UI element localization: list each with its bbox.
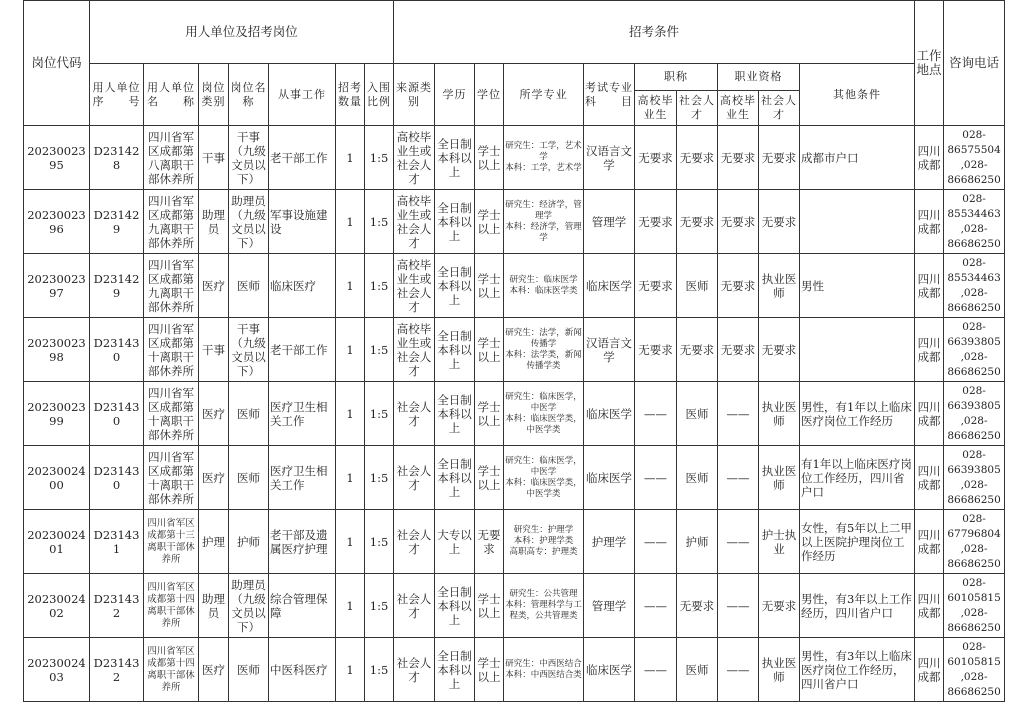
header-location: 工作地点 — [915, 1, 944, 126]
header-count: 招考数量 — [336, 64, 365, 126]
cell-post-name: 医师 — [229, 446, 269, 510]
cell-ratio: 1:5 — [365, 574, 394, 638]
cell-phone: 028- 66393805 ,028- 86686250 — [944, 446, 1005, 510]
cell-exam: 临床医学 — [584, 382, 635, 446]
cell-source: 高校毕业生或社会人才 — [394, 126, 435, 190]
cell-qual-grad: 无要求 — [718, 190, 759, 254]
cell-other: 男性，有1年以上临床医疗岗位工作经历 — [800, 382, 915, 446]
header-work: 从事工作 — [269, 64, 336, 126]
cell-work: 医疗卫生相关工作 — [269, 382, 336, 446]
header-exam: 考试专业科 目 — [584, 64, 635, 126]
cell-count: 1 — [336, 382, 365, 446]
cell-source: 社会人才 — [394, 446, 435, 510]
cell-count: 1 — [336, 638, 365, 702]
cell-phone: 028- 60105815 ,028- 86686250 — [944, 638, 1005, 702]
cell-qual-grad: 无要求 — [718, 126, 759, 190]
cell-location: 四川成都 — [915, 190, 944, 254]
cell-post-name: 助理员（九级文员以下） — [229, 190, 269, 254]
cell-exam: 护理学 — [584, 510, 635, 574]
cell-ratio: 1:5 — [365, 446, 394, 510]
cell-title-social: 无要求 — [677, 126, 718, 190]
cell-post-name: 医师 — [229, 638, 269, 702]
cell-post-type: 干事 — [199, 126, 229, 190]
cell-location: 四川成都 — [915, 446, 944, 510]
cell-work: 综合管理保障 — [269, 574, 336, 638]
header-title: 职称 — [635, 64, 718, 91]
cell-source: 社会人才 — [394, 382, 435, 446]
cell-location: 四川成都 — [915, 638, 944, 702]
table-row — [24, 126, 1005, 190]
header-qual-social: 社会人才 — [759, 91, 800, 126]
cell-exam: 管理学 — [584, 574, 635, 638]
header-title-grad: 高校毕业生 — [635, 91, 677, 126]
header-major: 所学专业 — [504, 64, 584, 126]
cell-major: 研究生：工学，艺术学 本科：工学，艺术学 — [504, 126, 584, 190]
cell-major: 研究生：临床医学 本科：临床医学类 — [504, 254, 584, 318]
cell-qual-social: 无要求 — [759, 318, 800, 382]
cell-code: 2023002398 — [24, 318, 90, 382]
header-degree: 学位 — [475, 64, 504, 126]
cell-code: 2023002395 — [24, 126, 90, 190]
cell-phone: 028- 66393805 ,028- 86686250 — [944, 318, 1005, 382]
cell-count: 1 — [336, 574, 365, 638]
cell-post-type: 医疗 — [199, 382, 229, 446]
cell-ratio: 1:5 — [365, 510, 394, 574]
cell-phone: 028- 85534463 ,028- 86686250 — [944, 190, 1005, 254]
cell-major: 研究生：公共管理 本科：管理科学与工程类，公共管理类 — [504, 574, 584, 638]
cell-post-name: 医师 — [229, 254, 269, 318]
cell-degree: 学士以上 — [475, 190, 504, 254]
header-qual: 职业资格 — [718, 64, 800, 91]
cell-post-type: 医疗 — [199, 446, 229, 510]
header-ratio: 入围比例 — [365, 64, 394, 126]
table-row — [24, 446, 1005, 510]
cell-source: 高校毕业生或社会人才 — [394, 190, 435, 254]
cell-unit-name: 四川省军区成都第十离职干部休养所 — [144, 382, 199, 446]
cell-work: 临床医疗 — [269, 254, 336, 318]
cell-unit-no: D231429 — [90, 254, 144, 318]
cell-title-grad: —— — [635, 510, 677, 574]
cell-title-grad: 无要求 — [635, 254, 677, 318]
cell-source: 高校毕业生或社会人才 — [394, 254, 435, 318]
cell-other — [800, 318, 915, 382]
cell-major: 研究生：临床医学，中医学 本科：临床医学类，中医学类 — [504, 382, 584, 446]
table-row — [24, 638, 1005, 702]
header-post-name: 岗位名称 — [229, 64, 269, 126]
header-qual-grad: 高校毕业生 — [718, 91, 759, 126]
cell-title-social: 护师 — [677, 510, 718, 574]
cell-degree: 学士以上 — [475, 446, 504, 510]
cell-qual-social: 执业医师 — [759, 446, 800, 510]
cell-work: 中医科医疗 — [269, 638, 336, 702]
cell-edu: 全日制本科以上 — [435, 126, 475, 190]
cell-location: 四川成都 — [915, 254, 944, 318]
cell-major: 研究生：经济学，管理学 本科：经济学，管理学 — [504, 190, 584, 254]
cell-post-type: 干事 — [199, 318, 229, 382]
cell-ratio: 1:5 — [365, 382, 394, 446]
cell-other: 男性，有3年以上临床医疗岗位工作经历，四川省户口 — [800, 638, 915, 702]
cell-exam: 临床医学 — [584, 638, 635, 702]
header-condition-group: 招考条件 — [394, 1, 915, 64]
cell-code: 2023002400 — [24, 446, 90, 510]
cell-unit-no: D231428 — [90, 126, 144, 190]
cell-title-grad: —— — [635, 446, 677, 510]
cell-edu: 大专以上 — [435, 510, 475, 574]
cell-qual-grad: 无要求 — [718, 318, 759, 382]
cell-qual-grad: 无要求 — [718, 254, 759, 318]
cell-phone: 028- 67796804 ,028- 86686250 — [944, 510, 1005, 574]
header-unit-name: 用人单位名 称 — [144, 64, 199, 126]
cell-post-name: 医师 — [229, 382, 269, 446]
header-title-social: 社会人才 — [677, 91, 718, 126]
cell-qual-social: 无要求 — [759, 574, 800, 638]
cell-ratio: 1:5 — [365, 638, 394, 702]
cell-unit-no: D231430 — [90, 382, 144, 446]
cell-unit-no: D231432 — [90, 574, 144, 638]
cell-work: 医疗卫生相关工作 — [269, 446, 336, 510]
cell-code: 2023002397 — [24, 254, 90, 318]
cell-phone: 028- 85534463 ,028- 86686250 — [944, 254, 1005, 318]
cell-edu: 全日制本科以上 — [435, 382, 475, 446]
cell-post-type: 助理员 — [199, 190, 229, 254]
cell-other — [800, 190, 915, 254]
cell-degree: 学士以上 — [475, 126, 504, 190]
cell-source: 社会人才 — [394, 638, 435, 702]
cell-unit-name: 四川省军区成都第十四离职干部休养所 — [144, 638, 199, 702]
cell-qual-grad: —— — [718, 446, 759, 510]
cell-phone: 028- 66393805 ,028- 86686250 — [944, 382, 1005, 446]
cell-ratio: 1:5 — [365, 318, 394, 382]
cell-work: 军事设施建设 — [269, 190, 336, 254]
cell-count: 1 — [336, 126, 365, 190]
cell-other: 男性，有3年以上工作经历，四川省户口 — [800, 574, 915, 638]
cell-title-grad: 无要求 — [635, 318, 677, 382]
cell-qual-social: 执业医师 — [759, 638, 800, 702]
cell-degree: 学士以上 — [475, 638, 504, 702]
header-unit-no: 用人单位序 号 — [90, 64, 144, 126]
cell-title-social: 医师 — [677, 638, 718, 702]
cell-source: 高校毕业生或社会人才 — [394, 318, 435, 382]
cell-ratio: 1:5 — [365, 190, 394, 254]
header-other: 其他条件 — [800, 64, 915, 126]
cell-qual-social: 无要求 — [759, 126, 800, 190]
cell-title-social: 无要求 — [677, 190, 718, 254]
cell-other: 有1年以上临床医疗岗位工作经历，四川省户口 — [800, 446, 915, 510]
cell-post-name: 干事（九级文员以下） — [229, 318, 269, 382]
cell-source: 社会人才 — [394, 510, 435, 574]
cell-count: 1 — [336, 446, 365, 510]
cell-code: 2023002396 — [24, 190, 90, 254]
cell-post-type: 医疗 — [199, 638, 229, 702]
cell-qual-social: 护士执业 — [759, 510, 800, 574]
cell-title-social: 医师 — [677, 446, 718, 510]
cell-title-social: 无要求 — [677, 574, 718, 638]
cell-qual-social: 无要求 — [759, 190, 800, 254]
cell-code: 2023002403 — [24, 638, 90, 702]
cell-degree: 学士以上 — [475, 254, 504, 318]
cell-other: 女性，有5年以上二甲以上医院护理岗位工作经历 — [800, 510, 915, 574]
cell-qual-grad: —— — [718, 638, 759, 702]
header-source: 来源类别 — [394, 64, 435, 126]
cell-qual-social: 执业医师 — [759, 254, 800, 318]
cell-qual-grad: —— — [718, 382, 759, 446]
header-post-type: 岗位类别 — [199, 64, 229, 126]
cell-major: 研究生：法学，新闻传播学 本科：法学类，新闻传播学类 — [504, 318, 584, 382]
cell-source: 社会人才 — [394, 574, 435, 638]
cell-unit-name: 四川省军区成都第十离职干部休养所 — [144, 446, 199, 510]
cell-edu: 全日制本科以上 — [435, 190, 475, 254]
cell-unit-no: D231431 — [90, 510, 144, 574]
cell-degree: 学士以上 — [475, 574, 504, 638]
cell-code: 2023002402 — [24, 574, 90, 638]
cell-major: 研究生：护理学 本科：护理学类 高职高专：护理类 — [504, 510, 584, 574]
cell-title-grad: —— — [635, 382, 677, 446]
cell-title-grad: 无要求 — [635, 126, 677, 190]
table-row — [24, 382, 1005, 446]
cell-major: 研究生：中西医结合 本科：中西医结合类 — [504, 638, 584, 702]
cell-code: 2023002399 — [24, 382, 90, 446]
cell-exam: 临床医学 — [584, 254, 635, 318]
cell-location: 四川成都 — [915, 574, 944, 638]
cell-qual-grad: —— — [718, 510, 759, 574]
cell-qual-grad: —— — [718, 574, 759, 638]
cell-code: 2023002401 — [24, 510, 90, 574]
cell-phone: 028- 86575504 ,028- 86686250 — [944, 126, 1005, 190]
cell-count: 1 — [336, 318, 365, 382]
cell-exam: 汉语言文学 — [584, 126, 635, 190]
cell-edu: 全日制本科以上 — [435, 638, 475, 702]
cell-work: 老干部及遗属医疗护理 — [269, 510, 336, 574]
cell-edu: 全日制本科以上 — [435, 574, 475, 638]
cell-unit-name: 四川省军区成都第十四离职干部休养所 — [144, 574, 199, 638]
cell-title-social: 无要求 — [677, 318, 718, 382]
cell-unit-no: D231432 — [90, 638, 144, 702]
header-edu: 学历 — [435, 64, 475, 126]
cell-work: 老干部工作 — [269, 126, 336, 190]
cell-location: 四川成都 — [915, 318, 944, 382]
cell-exam: 临床医学 — [584, 446, 635, 510]
cell-count: 1 — [336, 510, 365, 574]
cell-count: 1 — [336, 254, 365, 318]
cell-unit-name: 四川省军区成都第十离职干部休养所 — [144, 318, 199, 382]
table-row — [24, 254, 1005, 318]
cell-edu: 全日制本科以上 — [435, 318, 475, 382]
cell-count: 1 — [336, 190, 365, 254]
cell-edu: 全日制本科以上 — [435, 446, 475, 510]
cell-other: 成都市户口 — [800, 126, 915, 190]
cell-unit-no: D231430 — [90, 318, 144, 382]
cell-post-name: 护师 — [229, 510, 269, 574]
table-row — [24, 190, 1005, 254]
cell-post-name: 助理员（九级文员以下） — [229, 574, 269, 638]
cell-title-social: 医师 — [677, 254, 718, 318]
cell-unit-no: D231429 — [90, 190, 144, 254]
table-row — [24, 318, 1005, 382]
cell-degree: 学士以上 — [475, 382, 504, 446]
cell-unit-name: 四川省军区成都第十三离职干部休养所 — [144, 510, 199, 574]
header-code: 岗位代码 — [24, 1, 90, 126]
cell-post-type: 医疗 — [199, 254, 229, 318]
cell-title-grad: —— — [635, 638, 677, 702]
cell-title-grad: 无要求 — [635, 190, 677, 254]
cell-unit-name: 四川省军区成都第八离职干部休养所 — [144, 126, 199, 190]
cell-edu: 全日制本科以上 — [435, 254, 475, 318]
cell-other: 男性 — [800, 254, 915, 318]
header-phone: 咨询电话 — [944, 1, 1005, 126]
cell-major: 研究生：临床医学，中医学 本科：临床医学类，中医学类 — [504, 446, 584, 510]
header-unit-group: 用人单位及招考岗位 — [90, 1, 394, 64]
cell-ratio: 1:5 — [365, 254, 394, 318]
cell-post-type: 助理员 — [199, 574, 229, 638]
cell-degree: 学士以上 — [475, 318, 504, 382]
cell-location: 四川成都 — [915, 382, 944, 446]
cell-location: 四川成都 — [915, 126, 944, 190]
table-row — [24, 510, 1005, 574]
cell-unit-name: 四川省军区成都第九离职干部休养所 — [144, 190, 199, 254]
cell-title-social: 医师 — [677, 382, 718, 446]
cell-exam: 管理学 — [584, 190, 635, 254]
cell-location: 四川成都 — [915, 510, 944, 574]
cell-post-type: 护理 — [199, 510, 229, 574]
cell-exam: 汉语言文学 — [584, 318, 635, 382]
cell-unit-name: 四川省军区成都第九离职干部休养所 — [144, 254, 199, 318]
cell-post-name: 干事（九级文员以下） — [229, 126, 269, 190]
cell-qual-social: 执业医师 — [759, 382, 800, 446]
recruitment-table — [23, 0, 1005, 702]
cell-phone: 028- 60105815 ,028- 86686250 — [944, 574, 1005, 638]
table-row — [24, 574, 1005, 638]
cell-title-grad: —— — [635, 574, 677, 638]
cell-ratio: 1:5 — [365, 126, 394, 190]
cell-work: 老干部工作 — [269, 318, 336, 382]
cell-degree: 无要求 — [475, 510, 504, 574]
cell-unit-no: D231430 — [90, 446, 144, 510]
